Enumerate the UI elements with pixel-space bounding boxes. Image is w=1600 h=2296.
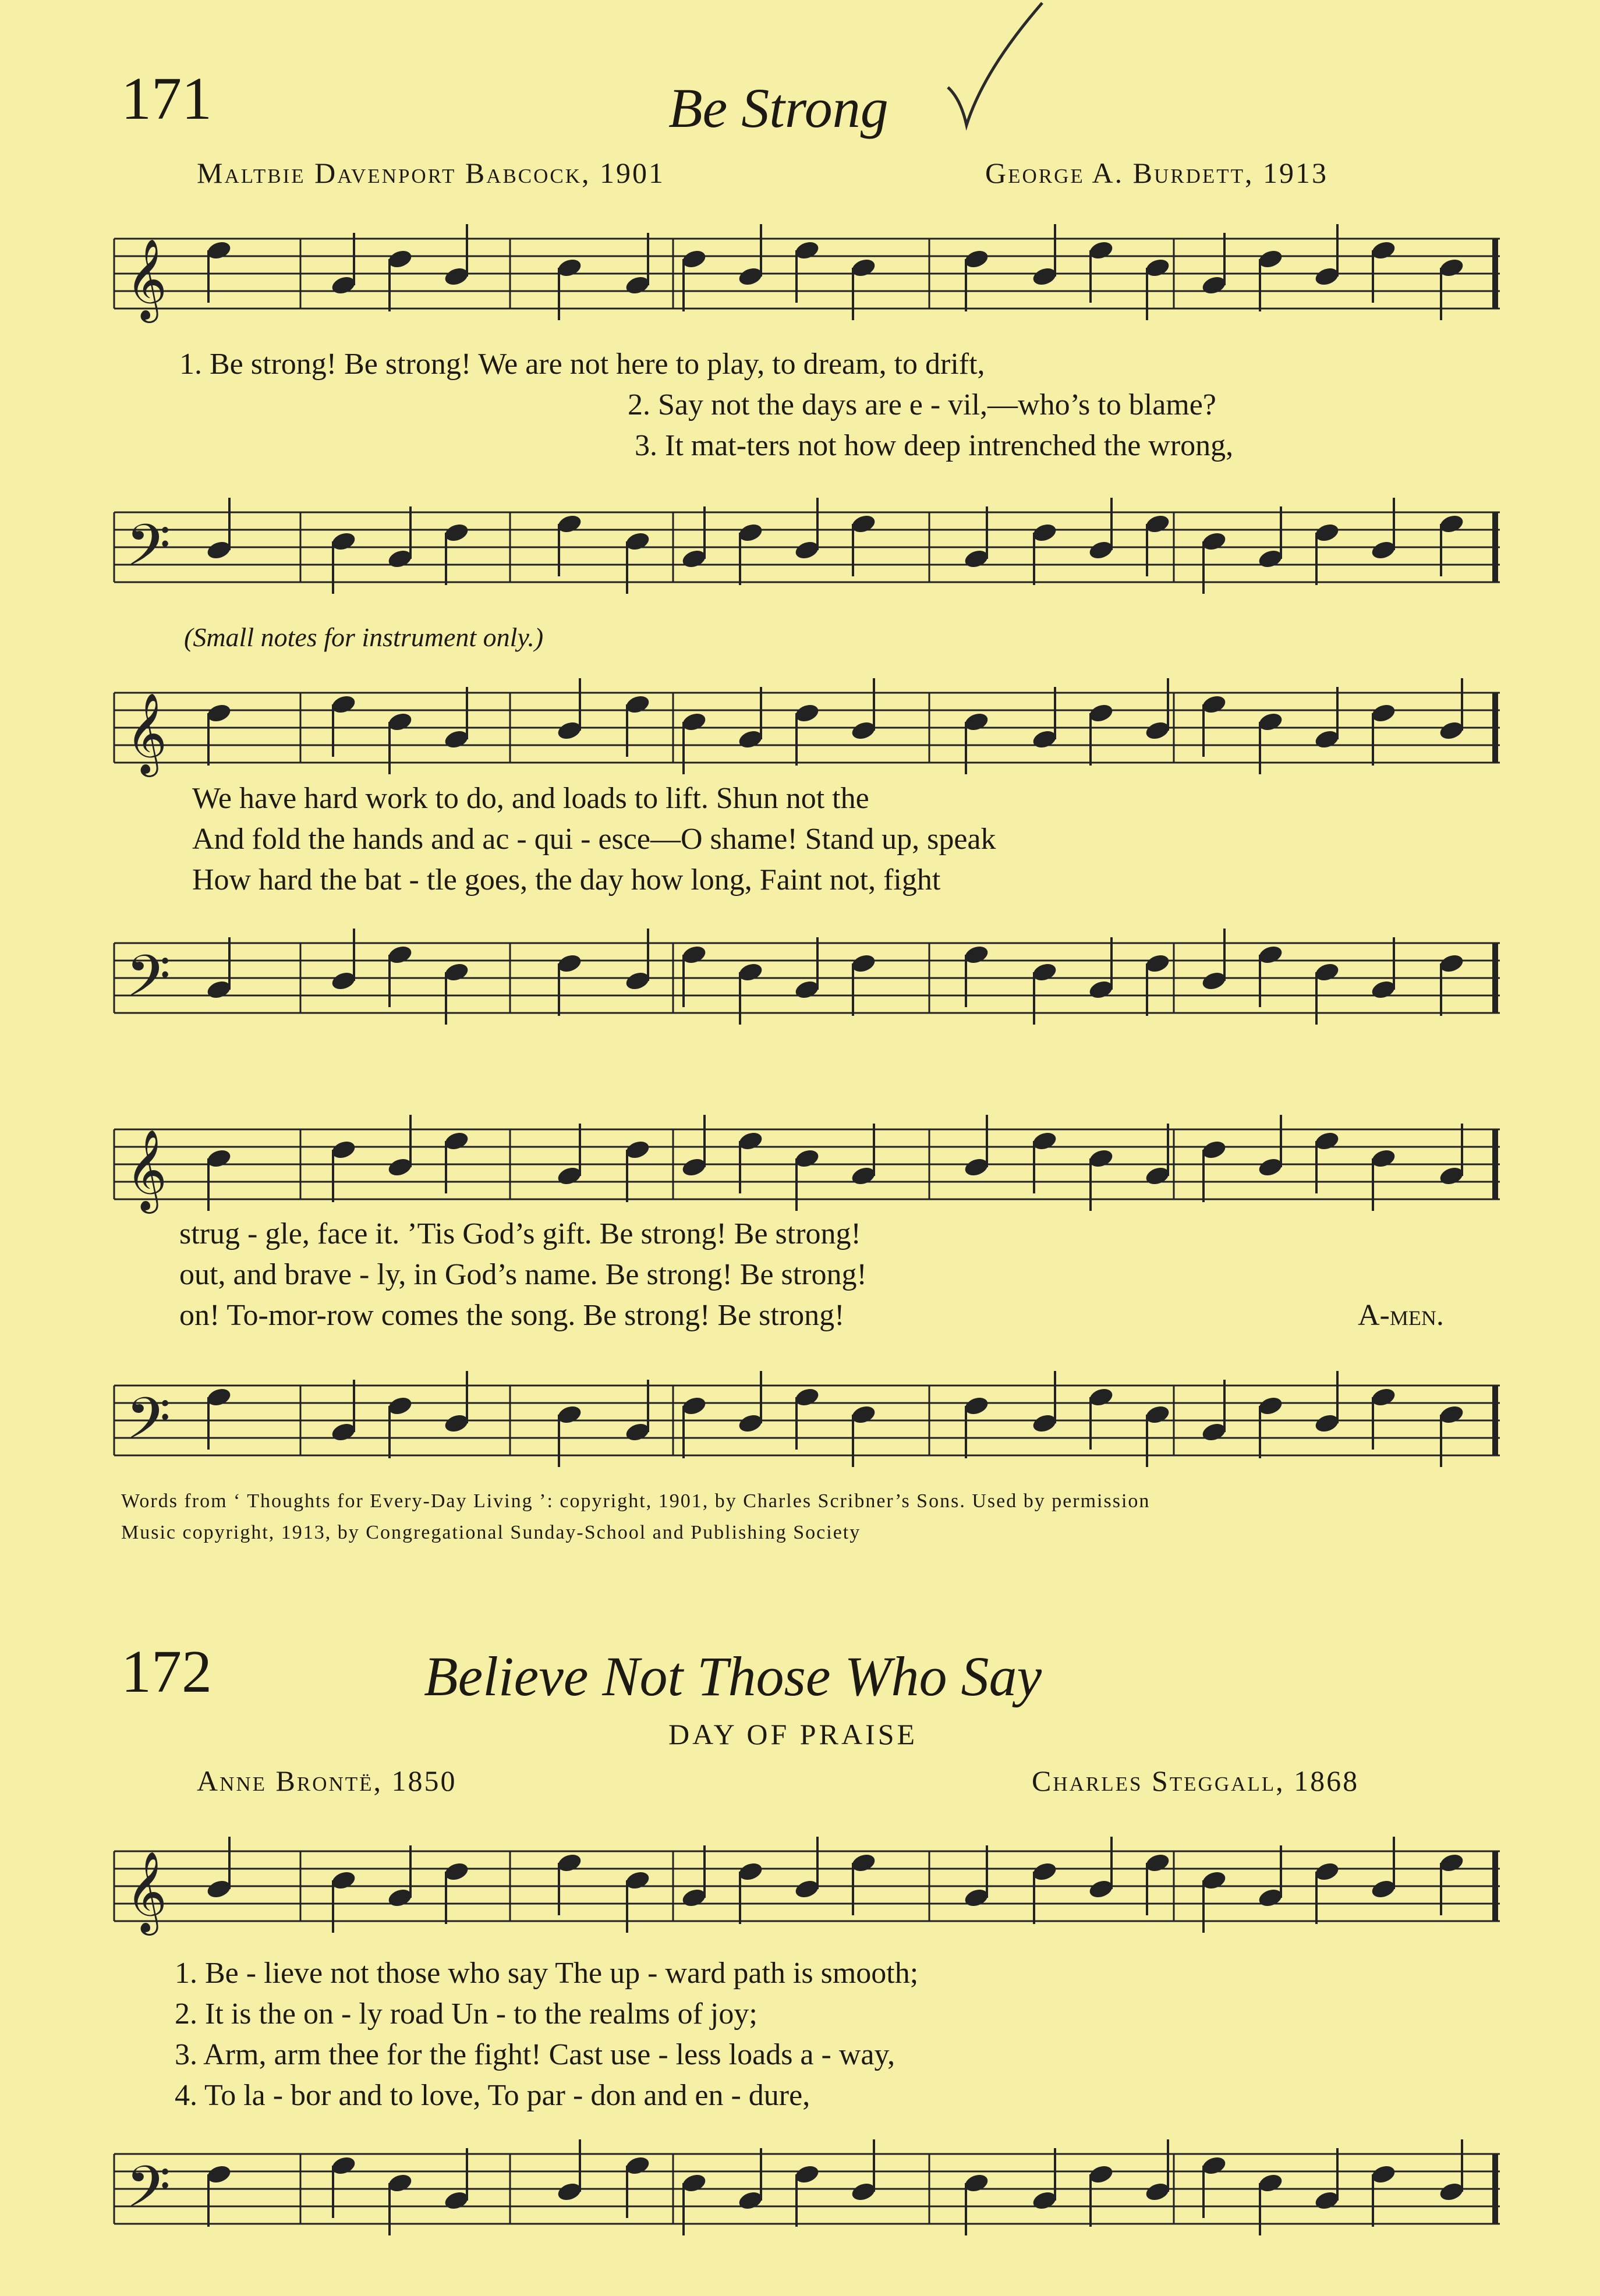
bass-staff — [114, 1362, 1500, 1484]
verse-3-line: How hard the bat - tle goes, the day how long, Faint not, fight — [192, 863, 941, 897]
svg-text:𝄞: 𝄞 — [126, 693, 167, 774]
treble-staff — [114, 215, 1500, 338]
hymn-number: 172 — [121, 1638, 212, 1705]
svg-text:𝄢: 𝄢 — [126, 512, 171, 593]
svg-text:𝄢: 𝄢 — [126, 2154, 171, 2235]
words-credit: Anne Brontë, 1850 — [197, 1764, 457, 1797]
bass-staff — [114, 2131, 1500, 2253]
treble-staff — [114, 1828, 1500, 1950]
svg-text:𝄞: 𝄞 — [126, 1129, 167, 1210]
instrument-note: (Small notes for instrument only.) — [184, 622, 544, 652]
music-copyright: Music copyright, 1913, by Congregational Sunday-School and Publishing Society — [121, 1522, 861, 1543]
bass-staff — [114, 920, 1500, 1042]
verse-3-line: 3. It mat-ters not how deep intrenched the wrong, — [635, 429, 1234, 462]
verse-1-line: We have hard work to do, and loads to lift. Shun not the — [192, 782, 869, 815]
svg-text:𝄢: 𝄢 — [126, 943, 171, 1024]
svg-text:𝄞: 𝄞 — [126, 1851, 167, 1932]
hymn-title: Believe Not Those Who Say — [424, 1645, 1042, 1707]
music-credit: George A. Burdett, 1913 — [985, 157, 1328, 189]
hymn-title: Be Strong — [668, 77, 889, 139]
verse-1-line: 1. Be - lieve not those who say The up - ward path is smooth; — [175, 1957, 919, 1990]
verse-2-line: 2. Say not the days are e - vil,—who’s to blame? — [628, 388, 1216, 421]
verse-2-line: out, and brave - ly, in God’s name. Be strong! Be strong! — [179, 1258, 867, 1291]
svg-text:𝄢: 𝄢 — [126, 1386, 171, 1466]
words-copyright: Words from ‘ Thoughts for Every-Day Living ’: copyright, 1901, by Charles Scribner’s Sons. Used by permission — [121, 1490, 1151, 1512]
words-credit: Maltbie Davenport Babcock, 1901 — [197, 157, 666, 189]
verse-3-line: on! To-mor-row comes the song. Be strong! Be strong! — [179, 1299, 845, 1332]
svg-text:𝄞: 𝄞 — [126, 239, 167, 320]
treble-staff — [114, 669, 1500, 792]
verse-3-line: 3. Arm, arm thee for the fight! Cast use - less loads a - way, — [175, 2038, 895, 2071]
hymn-number: 171 — [121, 65, 212, 132]
music-credit: Charles Steggall, 1868 — [1032, 1764, 1360, 1797]
verse-1-line: strug - gle, face it. ’Tis God’s gift. Be strong! Be strong! — [179, 1217, 861, 1250]
verse-2-line: And fold the hands and ac - qui - esce—O shame! Stand up, speak — [192, 823, 996, 856]
tune-name: DAY OF PRAISE — [668, 1718, 918, 1751]
pencil-check-mark — [943, 0, 1048, 134]
verse-2-line: 2. It is the on - ly road Un - to the realms of joy; — [175, 1997, 757, 2031]
treble-staff — [114, 1106, 1500, 1228]
verse-1-line: 1. Be strong! Be strong! We are not here to play, to dream, to drift, — [179, 348, 985, 381]
bass-staff — [114, 489, 1500, 611]
amen: A-men. — [1358, 1299, 1444, 1332]
verse-4-line: 4. To la - bor and to love, To par - don and en - dure, — [175, 2079, 810, 2112]
